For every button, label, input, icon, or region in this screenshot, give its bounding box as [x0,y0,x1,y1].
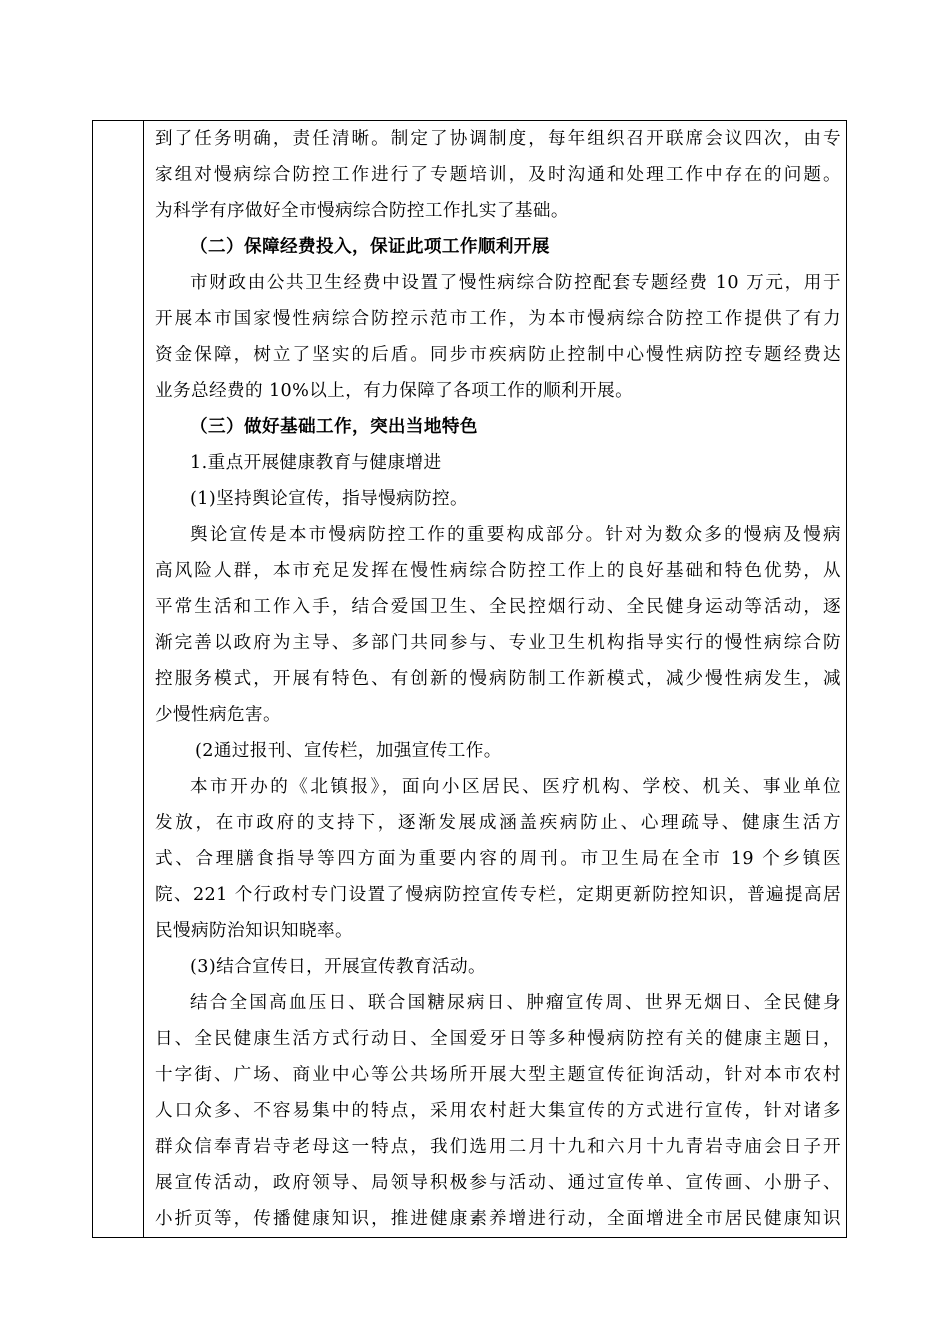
paragraph-line: 开展本市国家慢性病综合防控示范市工作，为本市慢病综合防控工作提供了有力 [155,309,841,329]
document-table [92,120,847,1238]
section-heading: （三）做好基础工作，突出当地特色 [190,416,478,437]
paragraph-line: 市财政由公共卫生经费中设置了慢性病综合防控配套专题经费 10 万元，用于 [190,273,841,293]
paragraph-line: 本市开办的《北镇报》，面向小区居民、医疗机构、学校、机关、事业单位 [190,777,841,797]
paragraph-line: 少慢性病危害。 [155,705,281,725]
section-heading: （二）保障经费投入，保证此项工作顺利开展 [190,236,550,257]
paragraph-line: 资金保障，树立了坚实的后盾。同步市疾病防止控制中心慢性病防控专题经费达 [155,345,841,365]
paragraph-line: 渐完善以政府为主导、多部门共同参与、专业卫生机构指导实行的慢性病综合防 [155,633,841,653]
paragraph-line: 平常生活和工作入手，结合爱国卫生、全民控烟行动、全民健身运动等活动，逐 [155,597,841,617]
paragraph-line: 十字街、广场、商业中心等公共场所开展大型主题宣传征询活动，针对本市农村 [155,1065,841,1085]
paragraph-line: 人口众多、不容易集中的特点，采用农村赶大集宣传的方式进行宣传，针对诸多 [155,1101,841,1121]
paragraph-line: (2通过报刊、宣传栏，加强宣传工作。 [195,741,502,761]
paragraph-line: 为科学有序做好全市慢病综合防控工作扎实了基础。 [155,201,569,221]
paragraph-line: 日、全民健康生活方式行动日、全国爱牙日等多种慢病防控有关的健康主题日， [155,1029,841,1049]
paragraph-line: 式、合理膳食指导等四方面为重要内容的周刊。市卫生局在全市 19 个乡镇医 [155,849,841,869]
paragraph-line: (1)坚持舆论宣传，指导慢病防控。 [190,489,469,509]
paragraph-line: 控服务模式，开展有特色、有创新的慢病防制工作新模式，减少慢性病发生，减 [155,669,841,689]
paragraph-line: 家组对慢病综合防控工作进行了专题培训，及时沟通和处理工作中存在的问题。 [155,165,841,185]
paragraph-line: 高风险人群，本市充足发挥在慢性病综合防控工作上的良好基础和特色优势，从 [155,561,841,581]
paragraph-line: 到了任务明确，责任清晰。制定了协调制度，每年组织召开联席会议四次，由专 [155,129,841,149]
paragraph-line: 展宣传活动，政府领导、局领导积极参与活动、通过宣传单、宣传画、小册子、 [155,1173,841,1193]
paragraph-line: 1.重点开展健康教育与健康增进 [190,453,442,473]
paragraph-line: (3)结合宣传日，开展宣传教育活动。 [190,957,487,977]
table-content-cell [155,121,841,1237]
paragraph-line: 民慢病防治知识知晓率。 [155,921,353,941]
paragraph-line: 小折页等，传播健康知识，推进健康素养增进行动，全面增进全市居民健康知识 [155,1209,841,1229]
paragraph-line: 舆论宣传是本市慢病防控工作的重要构成部分。针对为数众多的慢病及慢病 [190,525,841,545]
paragraph-line: 群众信奉青岩寺老母这一特点，我们选用二月十九和六月十九青岩寺庙会日子开 [155,1137,841,1157]
paragraph-line: 业务总经费的 10%以上，有力保障了各项工作的顺利开展。 [155,381,634,401]
paragraph-line: 结合全国高血压日、联合国糖尿病日、肿瘤宣传周、世界无烟日、全民健身 [190,993,841,1013]
table-left-column [93,121,144,1237]
paragraph-line: 发放，在市政府的支持下，逐渐发展成涵盖疾病防止、心理疏导、健康生活方 [155,813,841,833]
paragraph-line: 院、221 个行政村专门设置了慢病防控宣传专栏，定期更新防控知识，普遍提高居 [155,885,841,905]
